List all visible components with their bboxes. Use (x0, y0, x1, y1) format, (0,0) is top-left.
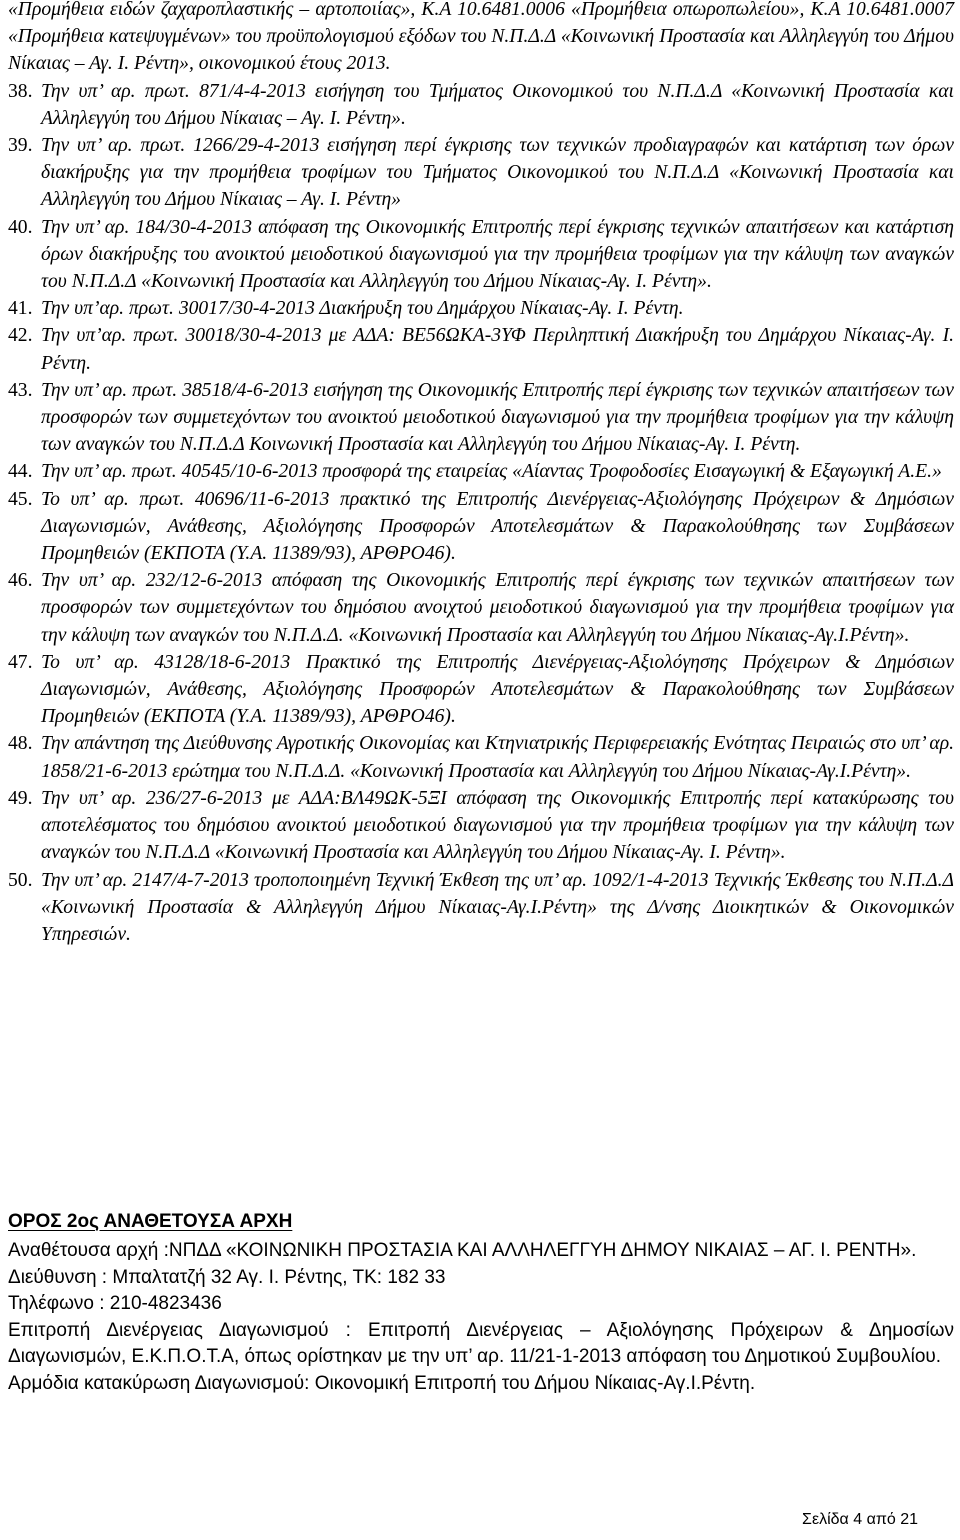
contracting-authority-block (8, 1238, 954, 1398)
item-text: Την υπ’ αρ. 184/30-4-2013 απόφαση της Οικονομικής Επιτροπής περί έγκρισης τεχνικών απαιτήσεων και κατάρτιση όρων διακήρυξης του ανοικτού μειοδοτικού διαγωνισμού για την προμήθεια τροφίμων για την κάλυψη των αναγκών του Ν.Π.Δ.Δ «Κοινωνική Προστασία και Αλληλεγγύη του Δήμου Νίκαιας-Αγ. Ι. Ρέντη». (41, 216, 954, 293)
section-heading: ΟΡΟΣ 2ος ΑΝΑΘΕΤΟΥΣΑ ΑΡΧΗ (8, 1211, 293, 1232)
authority-line: Αναθέτουσα αρχή :ΝΠΔΔ «ΚΟΙΝΩΝΙΚΗ ΠΡΟΣΤΑΣΙΑ ΚΑΙ ΑΛΛΗΛΕΓΓΥΗ ΔΗΜΟΥ ΝΙΚΑΙΑΣ – ΑΓ. Ι. ΡΕΝΤΗ». (8, 1240, 917, 1261)
list-item (8, 785, 954, 867)
list-item (8, 132, 954, 214)
item-text: Την υπ’ αρ. 2147/4-7-2013 τροποποιημένη Τεχνική Έκθεση της υπ’ αρ. 1092/1-4-2013 Τεχνικής Έκθεσης του Ν.Π.Δ.Δ «Κοινωνική Προστασία & Αλληλεγγύη Δήμου Νίκαιας-Αγ.Ι.Ρέντη» της Δ/νσης Διοικητικών & Οικονομικών Υπηρεσιών. (41, 869, 954, 945)
list-item (8, 295, 954, 322)
item-text: Την υπ’ αρ. πρωτ. 38518/4-6-2013 εισήγηση της Οικονομικής Επιτροπής περί έγκρισης των τεχνικών απαιτήσεων των προσφορών των συμμετεχόντων του ανοικτού μειοδοτικού διαγωνισμού για την προμήθεια τροφίμων για την κάλυψη των αναγκών του Ν.Π.Δ.Δ Κοινωνική Προστασία και Αλληλεγγύη του Δήμου Νίκαιας-Αγ. Ι. Ρέντη. (41, 379, 954, 456)
item-number: 38. (8, 80, 33, 102)
item-number: 50. (8, 869, 33, 891)
item-text: Την υπ’αρ. πρωτ. 30017/30-4-2013 Διακήρυξη του Δημάρχου Νίκαιας-Αγ. Ι. Ρέντη. (41, 298, 684, 320)
item-number: 46. (8, 570, 33, 592)
list-item (8, 377, 954, 459)
list-item (8, 867, 954, 949)
item-number: 40. (8, 216, 33, 238)
item-number: 45. (8, 488, 33, 510)
address-line: Διεύθυνση : Μπαλτατζή 32 Αγ. Ι. Ρέντης, ΤΚ: 182 33 (8, 1266, 446, 1288)
committee-line: Επιτροπή Διενέργειας Διαγωνισμού : Επιτροπή Διενέργειας – Αξιολόγησης Πρόχειρων & Δημοσίων Διαγωνισμών, Ε.Κ.Π.Ο.Τ.Α, όπως ορίστηκαν με την υπ’ αρ. 11/21-1-2013 απόφαση του Δημοτικού Συμβουλίου. (8, 1319, 954, 1368)
item-number: 39. (8, 135, 33, 157)
item-text: Την υπ’ αρ. 236/27-6-2013 με ΑΔΑ:ΒΛ49ΩΚ-5ΞΙ απόφαση της Οικονομικής Επιτροπής περί κατακύρωσης του αποτελέσματος του δημόσιου ανοικτού μειοδοτικού διαγωνισμού για την προμήθεια τροφίμων για την κάλυψη των αναγκών του Ν.Π.Δ.Δ «Κοινωνική Προστασία και Αλληλεγγύη του Δήμου Νίκαιας-Αγ. Ι. Ρέντη». (41, 787, 954, 864)
item-number: 47. (8, 651, 33, 673)
list-item (8, 649, 954, 731)
item-text: Την υπ’ αρ. πρωτ. 40545/10-6-2013 προσφορά της εταιρείας «Αίαντας Τροφοδοσίες Εισαγωγική & Εξαγωγική Α.Ε.» (41, 461, 942, 483)
phone-line: Τηλέφωνο : 210-4823436 (8, 1293, 222, 1315)
item-text: Την υπ’ αρ. πρωτ. 871/4-4-2013 εισήγηση του Τμήματος Οικονομικού του Ν.Π.Δ.Δ «Κοινωνική Προστασία και Αλληλεγγύη του Δήμου Νίκαιας – Αγ. Ι. Ρέντη». (41, 80, 954, 129)
list-item (8, 730, 954, 784)
item-number: 49. (8, 787, 33, 809)
list-item (8, 567, 954, 649)
item-number: 42. (8, 325, 33, 347)
item-text: Το υπ’ αρ. 43128/18-6-2013 Πρακτικό της Επιτροπής Διενέργειας-Αξιολόγησης Πρόχειρων & Δημόσιων Διαγωνισμών, Ανάθεσης, Αξιολόγησης Προσφορών Αποτελεσμάτων & Παρακολούθησης των Συμβάσεων Προμηθειών (ΕΚΠΟΤΑ (Υ.Α. 11389/93), ΑΡΘΡΟ46). (41, 651, 954, 728)
item-text: Το υπ’ αρ. πρωτ. 40696/11-6-2013 πρακτικό της Επιτροπής Διενέργειας-Αξιολόγησης Πρόχειρων & Δημόσιων Διαγωνισμών, Ανάθεσης, Αξιολόγησης Προσφορών Αποτελεσμάτων & Παρακολούθησης των Συμβάσεων Προμηθειών (ΕΚΠΟΤΑ (Υ.Α. 11389/93), ΑΡΘΡΟ46). (41, 488, 954, 565)
list-item (8, 214, 954, 296)
list-item (8, 322, 954, 376)
item-text: Την απάντηση της Διεύθυνσης Αγροτικής Οικονομίας και Κτηνιατρικής Περιφερειακής Ενότητας Πειραιώς στο υπ’ αρ. 1858/21-6-2013 ερώτημα του Ν.Π.Δ.Δ. «Κοινωνική Προστασία και Αλληλεγγύη του Δήμου Νίκαιας-Αγ.Ι.Ρέντη». (41, 733, 954, 782)
recitals-list (8, 0, 954, 948)
item-number: 48. (8, 733, 33, 755)
list-item (8, 78, 954, 132)
item-number: 43. (8, 379, 33, 401)
item-text: Την υπ’ αρ. 232/12-6-2013 απόφαση της Οικονομικής Επιτροπής περί έγκρισης των τεχνικών απαιτήσεων των προσφορών των συμμετεχόντων του δημόσιου ανοιχτού μειοδοτικού διαγωνισμού για την προμήθεια τροφίμων για την κάλυψη των αναγκών του Ν.Π.Δ.Δ. «Κοινωνική Προστασία και Αλληλεγγύη του Δήμου Νίκαιας-Αγ.Ι.Ρέντη». (41, 570, 954, 646)
item-text: Την υπ’ αρ. πρωτ. 1266/29-4-2013 εισήγηση περί έγκρισης των τεχνικών προδιαγραφών και κατάρτιση των όρων διακήρυξης για την προμήθεια τροφίμων του Τμήματος Οικονομικού του Ν.Π.Δ.Δ «Κοινωνική Προστασία και Αλληλεγγύη του Δήμου Νίκαιας – Αγ. Ι. Ρέντη» (41, 135, 954, 211)
item-number: 44. (8, 461, 33, 483)
continuation-paragraph: «Προμήθεια ειδών ζαχαροπλαστικής – αρτοποιίας», Κ.Α 10.6481.0006 «Προμήθεια οπωροπωλείου», Κ.Α 10.6481.0007 «Προμήθεια κατεψυγμένων» του προϋπολογισμού εξόδων του Ν.Π.Δ.Δ «Κοινωνική Προστασία και Αλληλεγγύη του Δήμου Νίκαιας – Αγ. Ι. Ρέντη», οικονομικού έτους 2013. (8, 0, 954, 75)
item-number: 41. (8, 298, 33, 320)
list-item (8, 486, 954, 568)
award-authority-line: Αρμόδια κατακύρωση Διαγωνισμού: Οικονομική Επιτροπή του Δήμου Νίκαιας-Αγ.Ι.Ρέντη. (8, 1372, 756, 1394)
list-item (8, 458, 954, 485)
item-text: Την υπ’αρ. πρωτ. 30018/30-4-2013 με ΑΔΑ: ΒΕ56ΩΚΑ-3ΥΦ Περιληπτική Διακήρυξη του Δημάρχου Νίκαιας-Αγ. Ι. Ρέντη. (41, 325, 954, 374)
page-number: Σελίδα 4 από 21 (802, 1511, 918, 1528)
